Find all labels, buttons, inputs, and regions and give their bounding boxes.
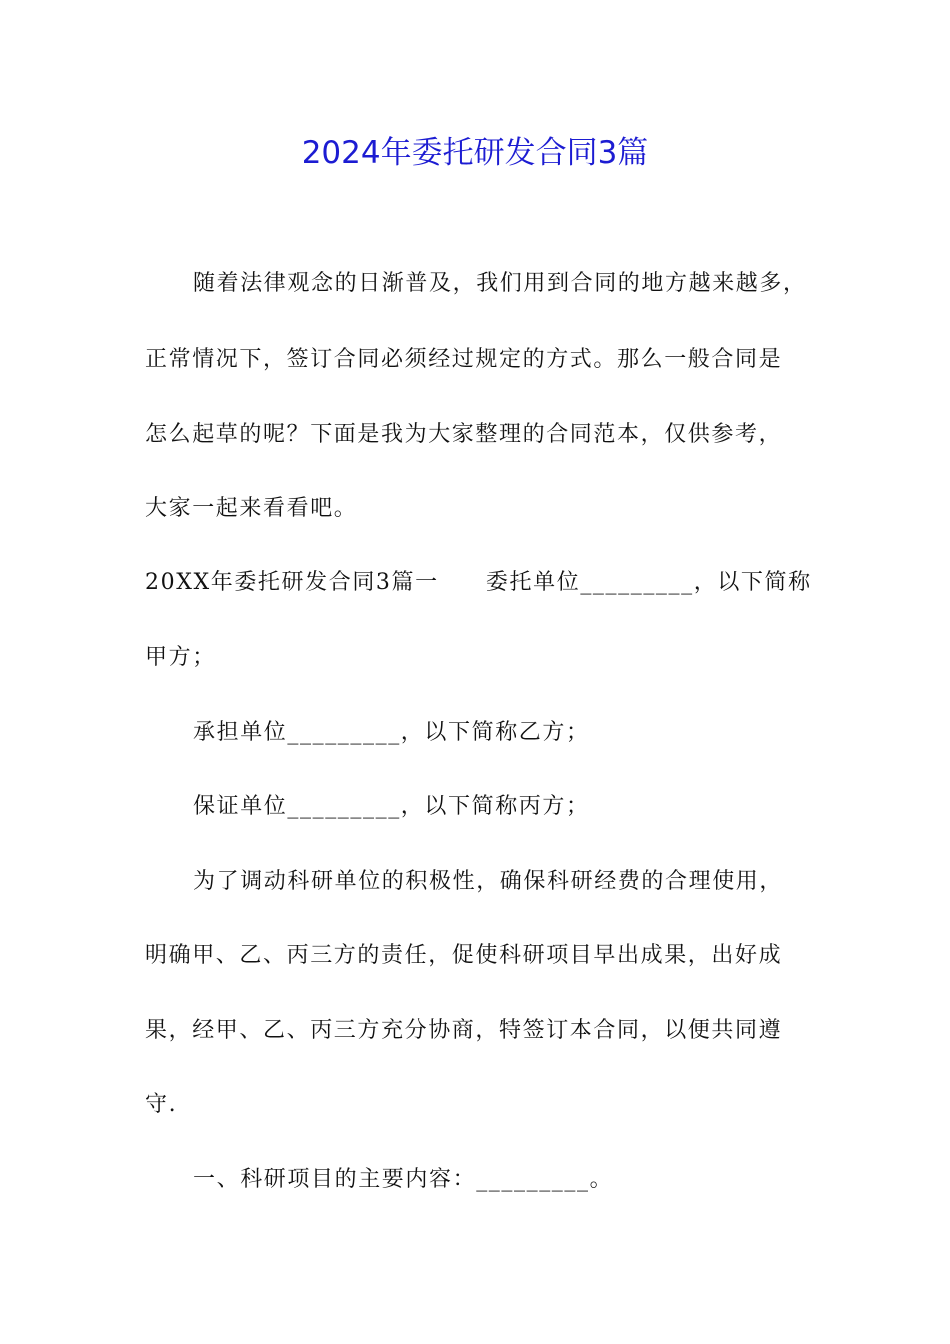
- paragraph-line: 一、科研项目的主要内容：_________。: [193, 1167, 614, 1192]
- paragraph-line: 保证单位_________，以下简称丙方；: [193, 794, 590, 819]
- paragraph-line: 承担单位_________，以下简称乙方；: [193, 720, 590, 745]
- paragraph-line: 为了调动科研单位的积极性，确保科研经费的合理使用，: [193, 869, 784, 894]
- paragraph-line: 怎么起草的呢？下面是我为大家整理的合同范本，仅供参考，: [145, 422, 783, 447]
- paragraph-line: 20XX年委托研发合同3篇一 委托单位_________，以下简称: [145, 570, 812, 595]
- paragraph-line: 随着法律观念的日渐普及，我们用到合同的地方越来越多，: [193, 271, 807, 296]
- paragraph-line: 果，经甲、乙、丙三方充分协商，特签订本合同，以便共同遵: [145, 1018, 783, 1043]
- paragraph-line: 正常情况下，签订合同必须经过规定的方式。那么一般合同是: [145, 347, 783, 372]
- paragraph-line: 大家一起来看看吧。: [145, 496, 358, 521]
- paragraph-line: 守.: [145, 1092, 178, 1117]
- paragraph-line: 甲方；: [145, 645, 216, 670]
- paragraph-line: 明确甲、乙、丙三方的责任，促使科研项目早出成果，出好成: [145, 943, 783, 968]
- document-title: 2024年委托研发合同3篇: [301, 135, 649, 171]
